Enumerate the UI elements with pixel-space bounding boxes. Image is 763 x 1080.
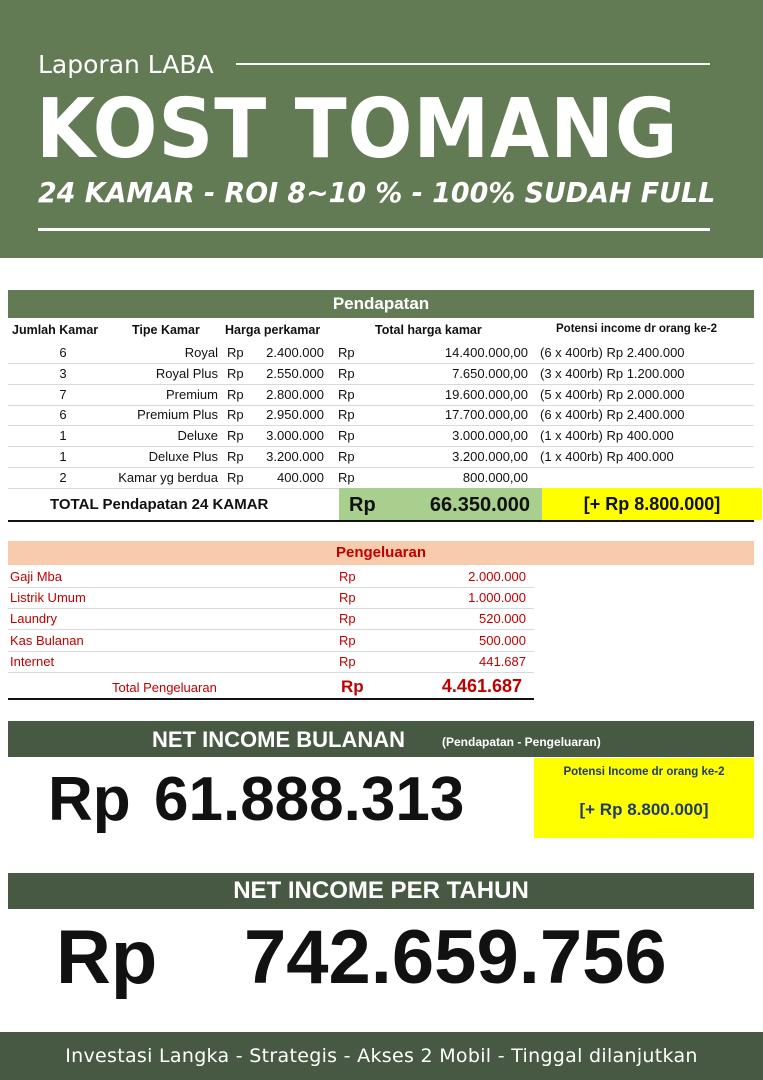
page-title: KOST TOMANG	[36, 82, 679, 177]
table-row	[8, 447, 754, 468]
header-divider	[236, 63, 710, 65]
expense-value: 520.000	[479, 611, 526, 627]
total-potensi-value: [+ Rp 8.800.000]	[542, 488, 762, 520]
total-pengeluaran-currency: Rp	[341, 677, 364, 696]
expense-value: 1.000.000	[468, 590, 526, 606]
cell-potensi: (6 x 400rb) Rp 2.400.000	[540, 345, 685, 360]
total-pengeluaran-label: Total Pengeluaran	[112, 680, 217, 695]
cell-total: 800.000,00	[462, 469, 528, 485]
cell-total: 3.000.000,00	[452, 428, 528, 444]
cell-rp: Rp	[338, 345, 355, 360]
expense-currency: Rp	[339, 653, 356, 669]
net-income-monthly-note: (Pendapatan - Pengeluaran)	[442, 735, 601, 749]
cell-tipe: Deluxe Plus	[148, 449, 218, 464]
expense-label: Laundry	[10, 611, 57, 627]
cell-jumlah: 1	[59, 449, 67, 464]
cell-total: 7.650.000,00	[452, 365, 528, 381]
cell-rp: Rp	[227, 469, 244, 485]
pengeluaran-total-row	[8, 674, 534, 700]
cell-rp: Rp	[338, 428, 355, 444]
pendapatan-header: Pendapatan	[8, 290, 754, 318]
total-pendapatan-cell	[339, 488, 542, 520]
expense-currency: Rp	[339, 611, 356, 627]
cell-tipe: Premium	[165, 386, 218, 402]
expense-row	[8, 609, 534, 630]
net-income-monthly-title: NET INCOME BULANAN	[152, 727, 405, 752]
cell-potensi: (6 x 400rb) Rp 2.400.000	[540, 407, 685, 423]
cell-rp: Rp	[227, 449, 244, 464]
expense-currency: Rp	[339, 632, 356, 648]
potensi-label: Potensi Income dr orang ke-2	[563, 766, 725, 778]
cell-rp: Rp	[227, 407, 244, 423]
cell-rp: Rp	[227, 428, 244, 444]
expense-value: 500.000	[479, 632, 526, 648]
net-income-yearly-currency: Rp	[56, 915, 158, 1000]
cell-rp: Rp	[338, 386, 355, 402]
expense-row	[8, 567, 534, 588]
net-income-monthly-header	[8, 721, 754, 757]
potensi-value: [+ Rp 8.800.000]	[579, 800, 709, 819]
total-pengeluaran-value: 4.461.687	[441, 676, 522, 696]
cell-harga: 3.200.000	[266, 449, 324, 464]
cell-jumlah: 7	[59, 386, 67, 402]
expense-label: Gaji Mba	[10, 569, 63, 584]
cell-tipe: Deluxe	[177, 428, 218, 444]
total-pendapatan-value: 66.350.000	[429, 494, 530, 516]
net-income-monthly-currency: Rp	[48, 765, 131, 834]
col-total-harga: Total harga kamar	[375, 323, 482, 337]
cell-harga: 3.000.000	[266, 428, 324, 444]
cell-jumlah: 6	[59, 407, 67, 423]
cell-total: 14.400.000,00	[444, 345, 528, 360]
table-row	[8, 385, 754, 406]
cell-tipe: Premium Plus	[137, 407, 218, 423]
expense-value: 441.687	[479, 653, 526, 669]
cell-harga: 400.000	[277, 469, 324, 485]
cell-harga: 2.400.000	[266, 345, 324, 360]
cell-potensi: (3 x 400rb) Rp 1.200.000	[540, 365, 685, 381]
cell-rp: Rp	[227, 345, 244, 360]
expense-label: Kas Bulanan	[10, 632, 84, 648]
cell-jumlah: 3	[59, 365, 67, 381]
cell-rp: Rp	[338, 449, 355, 464]
cell-rp: Rp	[338, 365, 355, 381]
header-underline	[38, 228, 710, 231]
pendapatan-total-row	[8, 488, 754, 522]
cell-tipe: Kamar yg berdua	[118, 469, 218, 485]
cell-harga: 2.800.000	[266, 386, 324, 402]
col-tipe-kamar: Tipe Kamar	[132, 323, 200, 337]
potensi-box	[534, 758, 754, 838]
table-row	[8, 364, 754, 385]
cell-rp: Rp	[227, 386, 244, 402]
net-income-yearly-header: NET INCOME PER TAHUN	[8, 873, 754, 909]
col-harga-perkamar: Harga perkamar	[225, 323, 321, 337]
cell-tipe: Royal	[184, 345, 218, 360]
cell-jumlah: 1	[59, 428, 67, 444]
expense-label: Internet	[10, 653, 55, 669]
expense-value: 2.000.000	[468, 569, 526, 584]
table-row	[8, 343, 754, 364]
total-pendapatan-label: TOTAL Pendapatan 24 KAMAR	[50, 496, 269, 513]
cell-potensi: (1 x 400rb) Rp 400.000	[540, 449, 674, 464]
expense-row	[8, 631, 534, 652]
cell-tipe: Royal Plus	[155, 365, 218, 381]
cell-total: 17.700.000,00	[444, 407, 528, 423]
pendapatan-column-headers	[8, 320, 754, 342]
table-row	[8, 405, 754, 426]
expense-label: Listrik Umum	[10, 590, 86, 606]
cell-potensi: (5 x 400rb) Rp 2.000.000	[540, 386, 685, 402]
cell-rp: Rp	[338, 469, 355, 485]
cell-jumlah: 6	[59, 345, 67, 360]
header-banner	[0, 0, 763, 258]
cell-harga: 2.950.000	[266, 407, 324, 423]
cell-rp: Rp	[338, 407, 355, 423]
total-pendapatan-currency: Rp	[349, 494, 376, 516]
cell-total: 3.200.000,00	[452, 449, 528, 464]
cell-potensi: (1 x 400rb) Rp 400.000	[540, 428, 674, 444]
net-income-yearly-value: 742.659.756	[244, 915, 667, 1000]
cell-harga: 2.550.000	[266, 365, 324, 381]
net-income-monthly-value: 61.888.313	[154, 765, 465, 834]
col-jumlah-kamar: Jumlah Kamar	[12, 323, 99, 337]
expense-row	[8, 652, 534, 673]
footer-banner: Investasi Langka - Strategis - Akses 2 Mobil - Tinggal dilanjutkan	[0, 1032, 763, 1080]
table-row	[8, 426, 754, 447]
tagline: 24 KAMAR - ROI 8~10 % - 100% SUDAH FULL	[38, 176, 716, 209]
col-potensi: Potensi income dr orang ke-2	[556, 323, 718, 335]
report-subtitle: Laporan LABA	[38, 50, 214, 79]
cell-total: 19.600.000,00	[444, 386, 528, 402]
cell-rp: Rp	[227, 365, 244, 381]
cell-jumlah: 2	[59, 469, 67, 485]
expense-row	[8, 588, 534, 609]
expense-currency: Rp	[339, 590, 356, 606]
expense-currency: Rp	[339, 569, 356, 584]
pengeluaran-header: Pengeluaran	[8, 541, 754, 565]
table-row	[8, 468, 754, 489]
